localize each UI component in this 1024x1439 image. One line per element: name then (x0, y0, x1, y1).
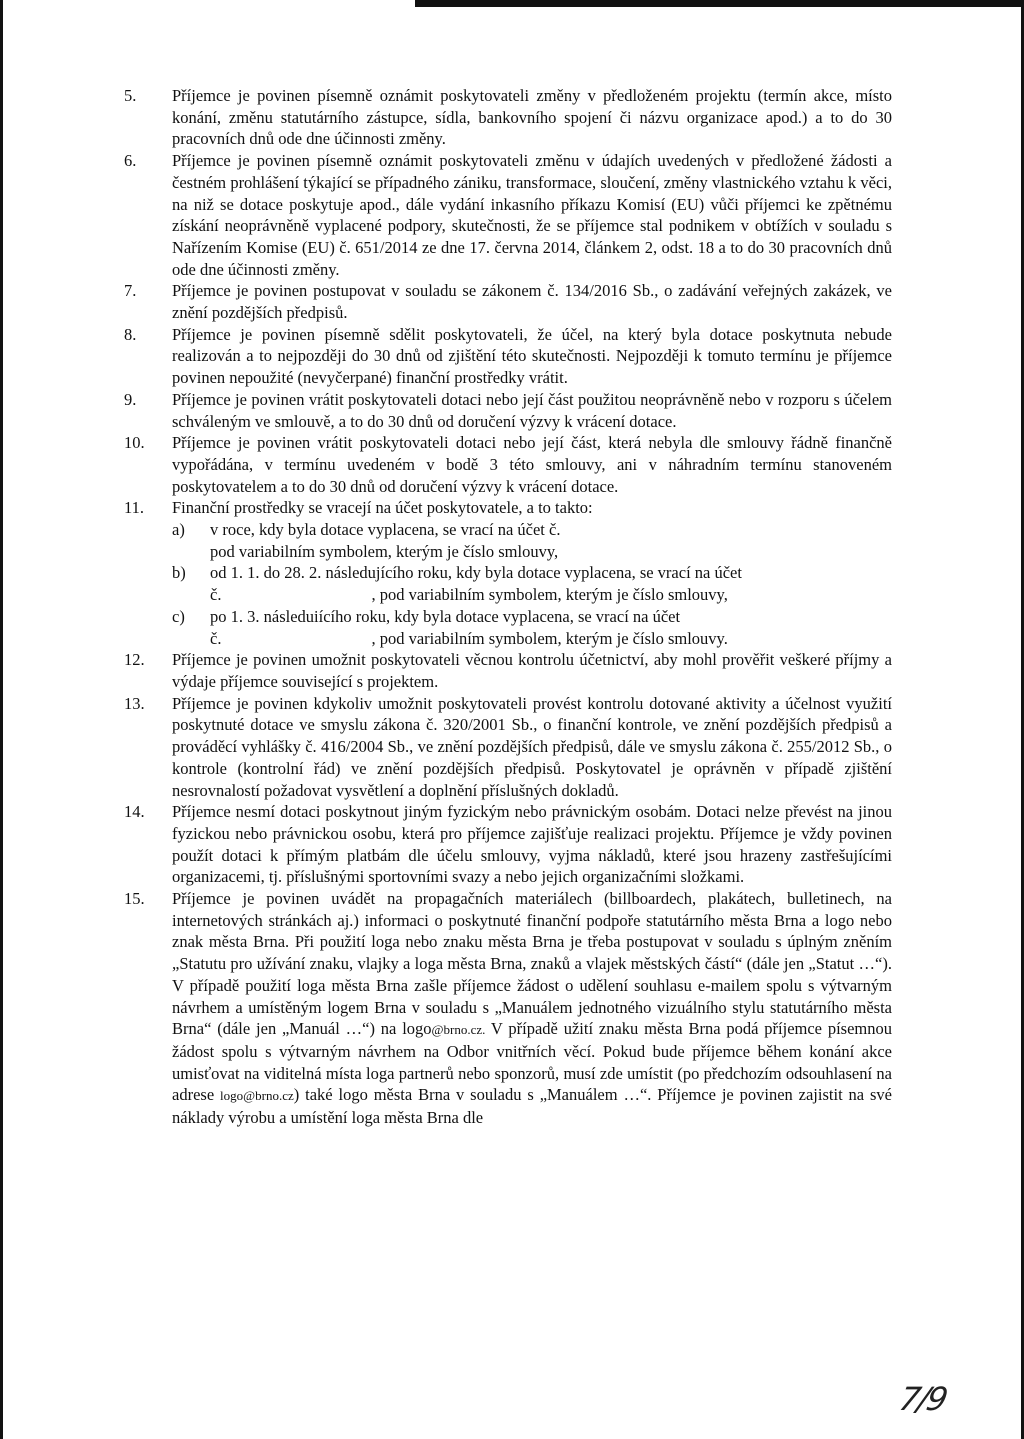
clause-text: Příjemce je povinen vrátit poskytovateli dotaci nebo její část použitou neoprávněně nebo v rozporu s účelem schváleným ve smlouvě, a to do 30 dnů od doručení výzvy k vrácení dotace. (172, 389, 892, 431)
clause-text: Příjemce je povinen vrátit poskytovateli dotaci nebo její část, která nebyla dle smlouvy řádně finančně vypořádána, v termínu uvedeném v bodě 3 této smlouvy, ani v náhradním termínu stanoveném poskytovatelem a to do 30 dnů od doručení výzvy k vrácení dotace. (172, 433, 892, 496)
clause-number: 9. (124, 389, 137, 409)
clause-11-option-b (172, 562, 892, 605)
option-text: po 1. 3. následuiícího roku, kdy byla dotace vyplacena, se vrací na účet (210, 606, 681, 626)
handwritten-page-mark: 7/9 (895, 1380, 950, 1418)
clause-5 (124, 85, 892, 150)
clause-number: 5. (124, 86, 137, 105)
clause-text: Příjemce je povinen písemně oznámit poskytovateli změnu v údajích uvedených v předložené žádosti a čestném prohlášení týkající se případného zániku, transformace, sloučení, změny vlastnického vztahu k věci, na niž se dotace poskytuje apod., dále vydání inkasního příkazu Komisí (EU) vůči příjemci ke zpětnému získání neoprávněně vyplacené podpory, skutečnosti, že se příjemce stal podnikem v obtížích v souladu s Nařízením Komise (EU) č. 651/2014 ze dne 17. června 2014, článkem 2, odst. 18 a to do 30 pracovních dnů ode dne účinnosti změny. (172, 151, 892, 279)
clause-9 (124, 389, 892, 432)
clause-text: Příjemce je povinen umožnit poskytovateli věcnou kontrolu účetnictví, aby mohl prověřit veškeré příjmy a výdaje příjemce související s projektem. (172, 650, 892, 691)
clause-15-part-2: V případě užití znaku města Brna podá příjemce písemnou žádost spolu s výtvarným návrhem na Odbor vnitřních věcí. Pokud bude příjemce během konání akce umisťovat na viditelná místa loga partnerů nebo sponzorů, musí zde umístit (po předchozím odsouhlasení na adrese (172, 1019, 892, 1105)
clause-text: Finanční prostředky se vracejí na účet poskytovatele, a to takto: (172, 498, 593, 518)
option-text-line2 (210, 584, 892, 606)
clause-15-part-1: Příjemce je povinen uvádět na propagačních materiálech (billboardech, plakátech, bulletinech, na internetových stránkách aj.) informaci o poskytnuté finanční podpoře statutárního města Brna a logo nebo znak města Brna. Při použití loga nebo znaku města Brna je třeba postupovat v souladu s úplným zněním „Statutu pro užívání znaku, vlajky a loga města Brna, znaků a vlajek městských částí“ (dále jen „Statut …“). V případě použití loga města Brna zašle příjemce žádost o udělení souhlasu e-mailem spolu s výtvarným návrhem a umístěným logem Brna v souladu s „Manuálem jednotného vizuálního stylu statutárního města Brna“ (dále jen „Manuál …“) na logo (172, 889, 892, 1039)
clause-number: 11. (124, 498, 145, 518)
option-text: v roce, kdy byla dotace vyplacena, se vrací na účet č. (210, 520, 561, 540)
scan-edge-left (0, 0, 3, 1439)
option-letter: c) (172, 606, 185, 626)
clause-text (172, 888, 892, 1129)
clause-number: 15. (124, 889, 145, 909)
clause-10 (124, 432, 892, 497)
clause-11 (124, 497, 892, 649)
clause-number: 8. (124, 324, 137, 344)
scan-edge-top (415, 0, 1024, 7)
clause-number: 14. (124, 802, 145, 822)
clause-text: Příjemce je povinen písemně oznámit poskytovateli změny v předloženém projektu (termín akce, místo konání, změnu statutárního zástupce, sídla, bankovního spojení či názvu organizace apod.) a to do 30 pracovních dnů ode dne účinnosti změny. (172, 86, 892, 149)
clause-text: Příjemce je povinen písemně sdělit poskytovateli, že účel, na který byla dotace poskytnuta nebude realizován a to nejpozději do 30 dnů od zjištění této skutečnosti. Nejpozději k tomuto termínu je příjemce povinen nepoužité (nevyčerpané) finanční prostředky vrátit. (172, 324, 892, 388)
clause-15-part-3: ) také logo města Brna v souladu s „Manuálem …“. Příjemce je povinen zajistit na své náklady výrobu a umístění loga města Brna dle (172, 1085, 892, 1128)
clause-number: 6. (124, 151, 137, 171)
email-logo-domain: @brno.cz. (431, 1022, 486, 1038)
contract-clauses (124, 85, 892, 1129)
clause-11-option-c (172, 606, 892, 649)
clause-number: 7. (124, 281, 137, 301)
option-text: od 1. 1. do 28. 2. následujícího roku, kdy byla dotace vyplacena, se vrací na účet (210, 563, 742, 583)
clause-number: 13. (124, 693, 145, 713)
clause-13 (124, 693, 892, 802)
email-logo-address: logo@brno.cz (220, 1088, 294, 1104)
clause-number: 12. (124, 650, 145, 670)
account-prefix: č. (210, 628, 222, 648)
clause-6 (124, 150, 892, 280)
clause-15 (124, 888, 892, 1129)
option-text-line2 (210, 628, 892, 650)
clause-8 (124, 324, 892, 389)
clause-text: Příjemce je povinen postupovat v souladu se zákonem č. 134/2016 Sb., o zadávání veřejných zakázek, ve znění pozdějších předpisů. (172, 281, 892, 323)
clause-number: 10. (124, 433, 145, 453)
option-text: pod variabilním symbolem, kterým je číslo smlouvy, (210, 541, 559, 561)
clause-14 (124, 801, 892, 888)
clause-7 (124, 280, 892, 323)
clause-text: Příjemce nesmí dotaci poskytnout jiným fyzickým nebo právnickým osobám. Dotaci nelze převést na jinou fyzickou nebo právnickou osobu, která pro příjemce zajišťuje realizaci projektu. Příjemce je vždy povinen použít dotaci k přímým platbám dle účelu smlouvy, vyjma nákladů, které jsou hrazeny zastřešujícími organizacemi, tj. příslušnými sportovními svazy a nebo jejich organizačními složkami. (172, 802, 892, 887)
account-prefix: č. (210, 585, 222, 605)
clause-12 (124, 649, 892, 692)
clause-11-option-a (172, 519, 892, 562)
option-letter: b) (172, 563, 186, 583)
option-text: , pod variabilním symbolem, kterým je číslo smlouvy, (371, 585, 728, 605)
option-text: , pod variabilním symbolem, kterým je číslo smlouvy. (371, 628, 728, 648)
clause-text: Příjemce je povinen kdykoliv umožnit poskytovateli provést kontrolu dotované aktivity a účelnost využití poskytnuté dotace ve smyslu zákona č. 320/2001 Sb., o finanční kontrole, ve znění pozdějších předpisů a prováděcí vyhlášky č. 416/2004 Sb., ve znění pozdějších předpisů, dále ve smyslu zákona č. 255/2012 Sb., o kontrole (kontrolní řád) ve znění pozdějších předpisů. Poskytovatel je oprávněn v případě zjištění nesrovnalostí požadovat vysvětlení a doplnění příslušných dokladů. (172, 693, 892, 800)
option-letter: a) (172, 520, 185, 540)
